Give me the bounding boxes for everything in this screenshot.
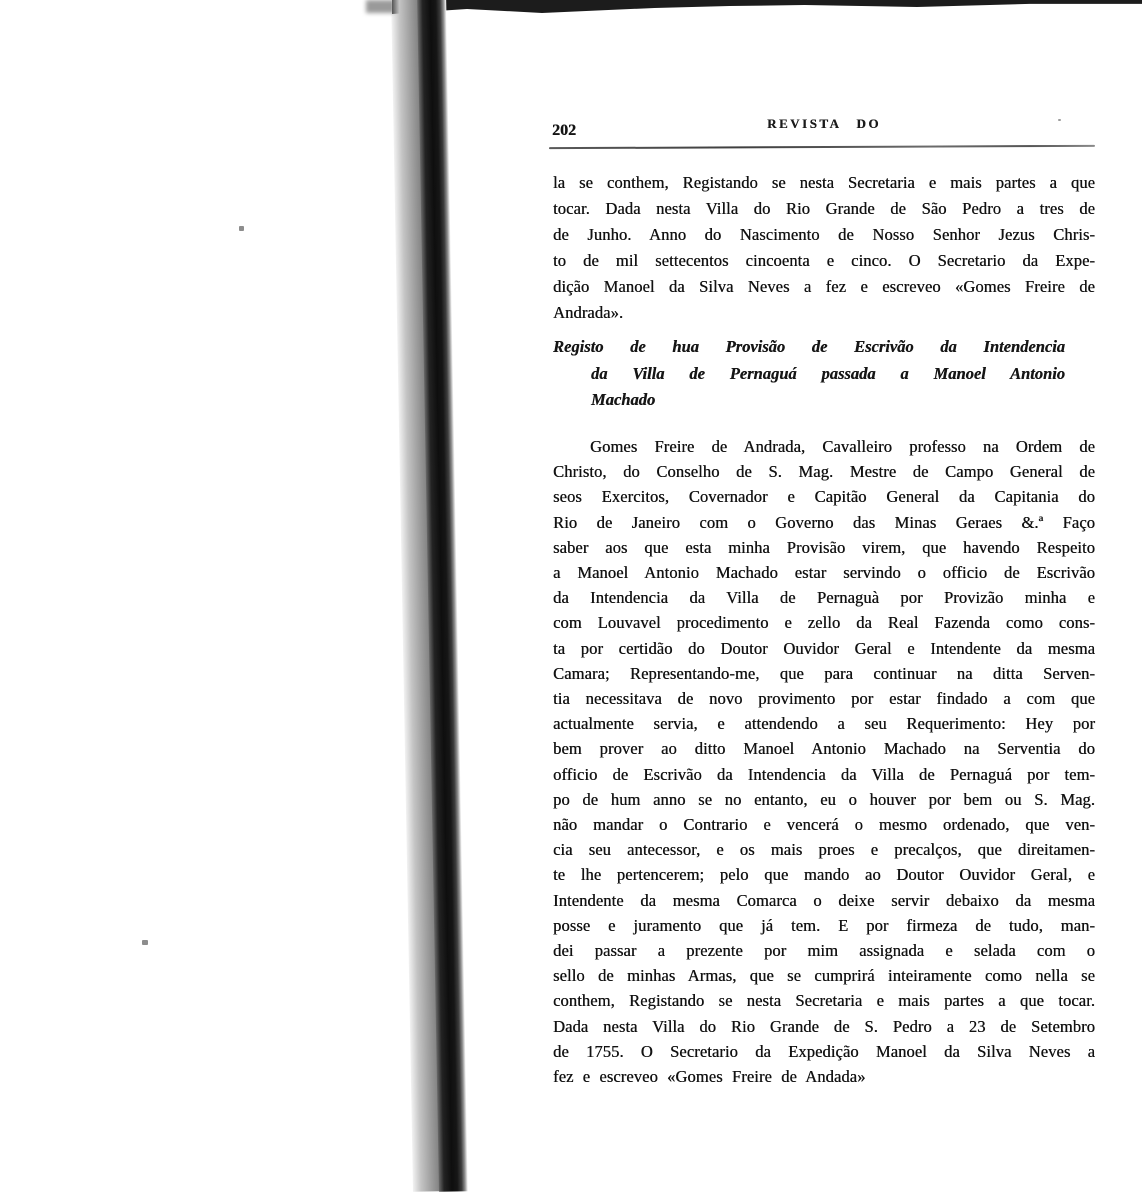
- text-line: não mandar o Contrario e vencerá o mesmo ordenado, que ven-: [553, 815, 1095, 835]
- dust-speck: [142, 940, 148, 945]
- paragraph-provision-record: [553, 434, 1095, 1089]
- text-line: a Manoel Antonio Machado estar servindo o officio de Escrivão: [553, 563, 1095, 583]
- paragraph-previous-record-end: [553, 170, 1095, 326]
- text-line: de Junho. Anno do Nascimento de Nosso Senhor Jezus Chris-: [553, 225, 1095, 244]
- text-line: po de hum anno se no entanto, eu o houver por bem ou S. Mag.: [553, 789, 1095, 809]
- text-line: Christo, do Conselho de S. Mag. Mestre de Campo General de: [553, 462, 1095, 482]
- text-line: de 1755. O Secretario da Expedição Manoel da Silva Neves a: [553, 1041, 1095, 1061]
- text-line: Dada nesta Villa do Rio Grande de S. Pedro a 23 de Setembro: [553, 1016, 1095, 1036]
- text-line: saber aos que esta minha Provisão virem, que havendo Respeito: [553, 537, 1095, 557]
- text-line: fez e escreveo «Gomes Freire de Andada»: [553, 1067, 866, 1087]
- page-number: 202: [552, 122, 576, 139]
- text-line: Intendente da mesma Comarca o deixe servir debaixo da mesma: [553, 890, 1095, 910]
- text-line: Camara; Representando-me, que para continuar na ditta Serven-: [553, 663, 1095, 683]
- text-line: tia necessitava de novo provimento por estar findado a com que: [553, 689, 1095, 709]
- text-line: bem prover ao ditto Manoel Antonio Machado na Serventia do: [553, 739, 1095, 759]
- text-line: seos Exercitos, Covernador e Capitão General da Capitania do: [553, 487, 1095, 507]
- text-line: posse e juramento que já tem. E por firmeza de tudo, man-: [553, 915, 1095, 935]
- text-line: da Intendencia da Villa de Pernaguà por Provizão minha e: [553, 588, 1095, 608]
- text-line: actualmente servia, e attendendo a seu Requerimento: Hey por: [553, 714, 1095, 734]
- text-line: sello de minhas Armas, que se cumprirá inteiramente como nella se: [553, 966, 1095, 986]
- text-line: ta por certidão do Doutor Ouvidor Geral e Intendente da mesma: [553, 638, 1095, 658]
- text-line: dição Manoel da Silva Neves a fez e escreveo «Gomes Freire de: [553, 277, 1095, 296]
- text-line: la se conthem, Registando se nesta Secretaria e mais partes a que: [553, 173, 1095, 192]
- heading-line: Registo de hua Provisão de Escrivão da Intendencia: [553, 337, 1065, 356]
- text-line: tocar. Dada nesta Villa do Rio Grande de São Pedro a tres de: [553, 199, 1095, 218]
- text-line: conthem, Registando se nesta Secretaria e mais partes a que tocar.: [553, 991, 1095, 1011]
- page-top-edge-shadow: [392, 0, 1142, 14]
- text-line: Andrada».: [553, 303, 624, 322]
- text-line: to de mil settecentos cincoenta e cinco. O Secretario da Expe-: [553, 251, 1095, 270]
- text-line: Gomes Freire de Andrada, Cavalleiro professo na Ordem de: [590, 437, 1095, 456]
- header-rule: [549, 145, 1095, 149]
- heading-line: Machado: [591, 390, 656, 409]
- text-line: com Louvavel procedimento e zello da Real Fazenda como cons-: [553, 613, 1095, 633]
- section-heading: [553, 334, 1065, 414]
- text-line: cia seu antecessor, e os mais proes e precalços, que direitamen-: [553, 840, 1095, 860]
- text-line: te lhe pertencerem; pelo que mando ao Doutor Ouvidor Geral, e: [553, 865, 1095, 885]
- text-line: officio de Escrivão da Intendencia da Villa de Pernaguá por tem-: [553, 764, 1095, 784]
- dust-speck: [239, 226, 244, 231]
- text-line: Rio de Janeiro com o Governo das Minas Geraes &.ª Faço: [553, 512, 1095, 532]
- running-header-title: REVISTA DO: [767, 116, 881, 131]
- heading-line: da Villa de Pernaguá passada a Manoel Antonio: [591, 363, 1065, 383]
- text-line: dei passar a prezente por mim assignada e selada com o: [553, 941, 1095, 961]
